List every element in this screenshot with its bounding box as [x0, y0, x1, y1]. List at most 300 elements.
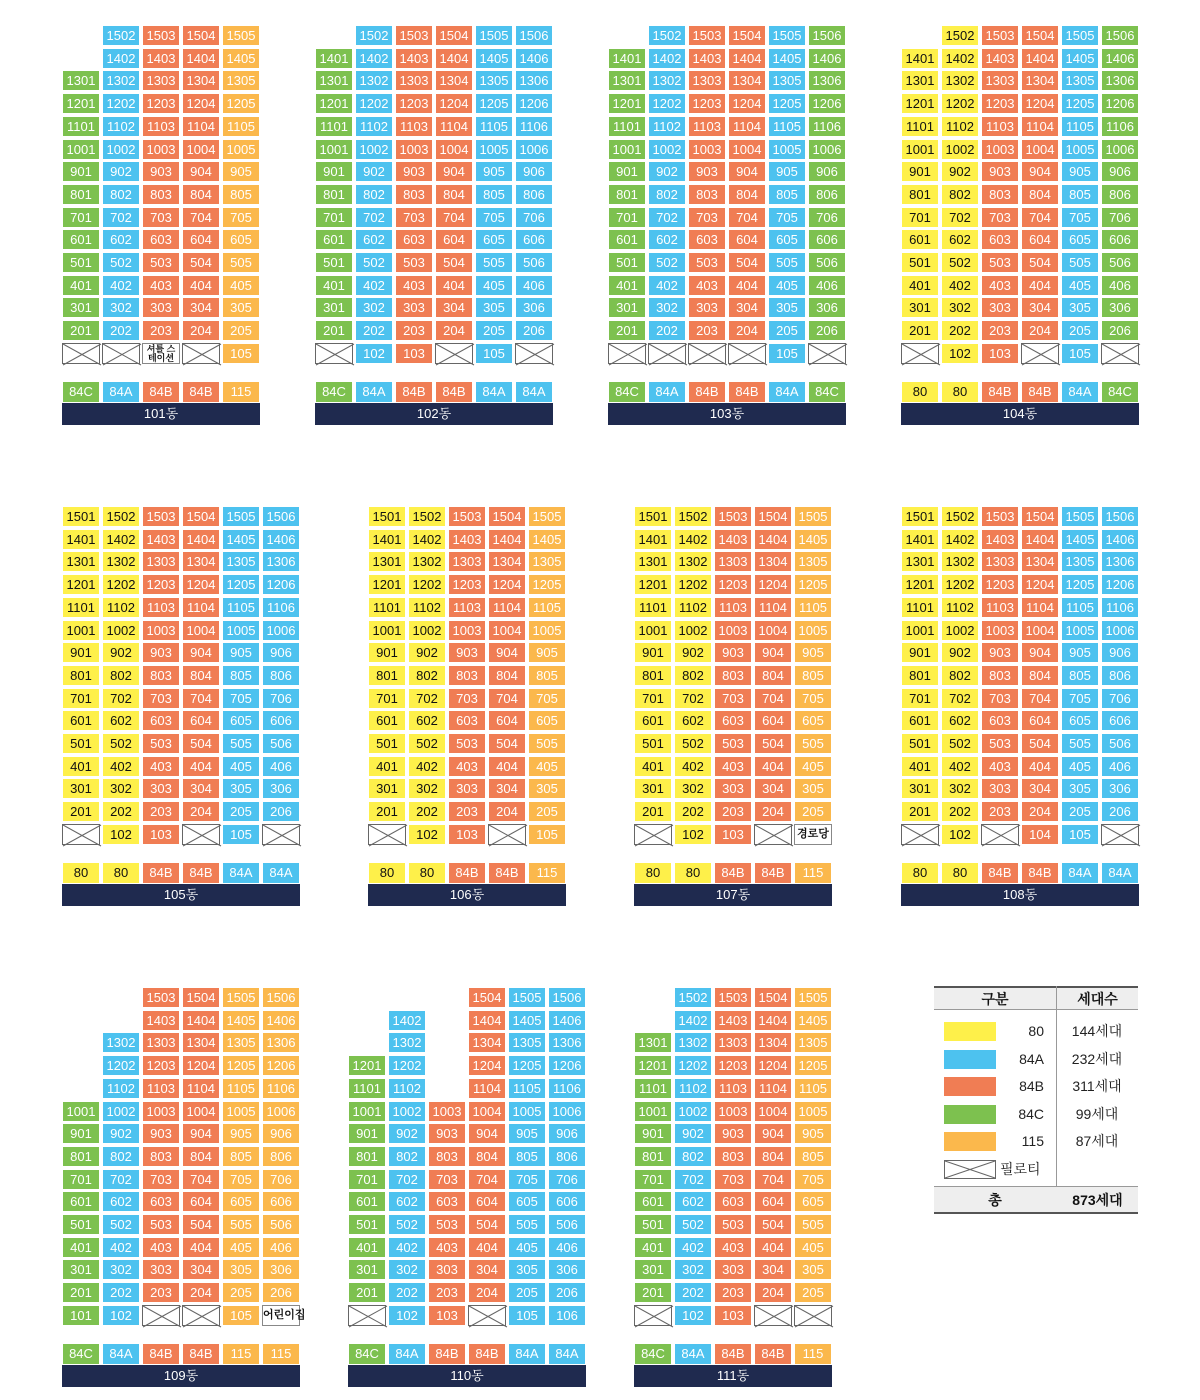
unit-cell: 1406	[515, 48, 553, 69]
unit-cell: 1502	[408, 506, 446, 527]
unit-cell: 1106	[548, 1078, 586, 1099]
unit-type-label: 80	[941, 862, 979, 884]
unit-cell: 905	[794, 642, 832, 663]
unit-cell: 401	[901, 756, 939, 777]
piloti-cross-icon	[689, 344, 727, 365]
color-swatch	[944, 1077, 996, 1096]
unit-cell: 1504	[754, 987, 792, 1008]
unit-cell: 706	[262, 1169, 300, 1190]
unit-cell: 1003	[142, 620, 180, 641]
unit-cell: 304	[728, 297, 766, 318]
unit-cell: 1202	[941, 93, 979, 114]
unit-cell: 1506	[1101, 25, 1139, 46]
unit-cell: 904	[182, 1123, 220, 1144]
unit-cell: 901	[62, 642, 100, 663]
unit-cell: 205	[508, 1282, 546, 1303]
unit-cell: 1005	[222, 1101, 260, 1122]
unit-cell: 1502	[648, 25, 686, 46]
unit-cell: 403	[142, 1237, 180, 1258]
unit-cell: 506	[262, 1214, 300, 1235]
unit-type-label: 80	[368, 862, 406, 884]
unit-cell: 802	[941, 665, 979, 686]
unit-cell: 1403	[142, 48, 180, 69]
unit-cell: 601	[348, 1191, 386, 1212]
unit-cell: 205	[1061, 320, 1099, 341]
unit-cell: 1103	[714, 597, 752, 618]
unit-cell: 705	[508, 1169, 546, 1190]
unit-cell: 1004	[488, 620, 526, 641]
unit-cell: 202	[674, 801, 712, 822]
unit-cell: 601	[62, 229, 100, 250]
unit-cell: 401	[901, 275, 939, 296]
unit-cell: 801	[634, 665, 672, 686]
unit-cell: 1505	[508, 987, 546, 1008]
unit-cell: 1302	[102, 70, 140, 91]
piloti-cross-icon	[369, 825, 407, 846]
unit-cell: 602	[102, 1191, 140, 1212]
piloti-cell	[262, 824, 300, 845]
unit-cell: 502	[941, 252, 979, 273]
unit-cell: 1106	[262, 1078, 300, 1099]
unit-cell: 1402	[408, 529, 446, 550]
unit-cell: 501	[901, 733, 939, 754]
unit-cell: 303	[142, 1259, 180, 1280]
unit-cell: 1405	[768, 48, 806, 69]
unit-cell: 1004	[435, 139, 473, 160]
unit-cell: 805	[794, 1146, 832, 1167]
unit-cell: 301	[901, 778, 939, 799]
unit-cell: 601	[901, 710, 939, 731]
unit-cell: 1204	[754, 1055, 792, 1076]
unit-cell: 405	[794, 756, 832, 777]
unit-cell: 604	[182, 1191, 220, 1212]
unit-cell: 902	[102, 642, 140, 663]
unit-cell: 702	[102, 1169, 140, 1190]
unit-cell: 203	[714, 801, 752, 822]
unit-cell: 501	[634, 733, 672, 754]
unit-cell: 704	[435, 207, 473, 228]
unit-cell: 302	[355, 297, 393, 318]
unit-cell: 1406	[262, 529, 300, 550]
unit-cell: 401	[315, 275, 353, 296]
unit-cell: 301	[634, 778, 672, 799]
unit-cell: 803	[448, 665, 486, 686]
unit-cell: 1202	[674, 574, 712, 595]
unit-cell: 405	[508, 1237, 546, 1258]
unit-type-label: 84B	[728, 381, 766, 403]
unit-cell: 406	[1101, 756, 1139, 777]
unit-cell: 301	[62, 1259, 100, 1280]
unit-cell: 905	[1061, 642, 1099, 663]
unit-cell: 705	[475, 207, 513, 228]
unit-cell: 305	[794, 1259, 832, 1280]
unit-cell: 803	[428, 1146, 466, 1167]
unit-cell: 1001	[315, 139, 353, 160]
piloti-cross-icon	[316, 344, 354, 365]
unit-cell: 706	[515, 207, 553, 228]
unit-cell: 602	[102, 229, 140, 250]
unit-cell: 105	[222, 343, 260, 364]
unit-cell: 1203	[714, 1055, 752, 1076]
unit-cell: 1502	[355, 25, 393, 46]
unit-type-label: 80	[674, 862, 712, 884]
unit-cell: 904	[754, 1123, 792, 1144]
unit-cell: 1305	[794, 1032, 832, 1053]
unit-cell: 805	[1061, 184, 1099, 205]
unit-cell: 1204	[1021, 93, 1059, 114]
unit-cell: 1002	[408, 620, 446, 641]
unit-cell: 404	[182, 275, 220, 296]
unit-cell: 1302	[102, 551, 140, 572]
unit-cell: 1301	[634, 551, 672, 572]
unit-cell: 1205	[222, 574, 260, 595]
unit-cell: 1106	[1101, 597, 1139, 618]
unit-cell: 504	[182, 252, 220, 273]
unit-cell: 506	[515, 252, 553, 273]
unit-cell: 1402	[102, 48, 140, 69]
unit-cell: 1304	[728, 70, 766, 91]
unit-cell: 904	[182, 161, 220, 182]
unit-cell: 306	[262, 778, 300, 799]
unit-cell: 502	[674, 733, 712, 754]
unit-cell: 1104	[1021, 597, 1059, 618]
piloti-cross-icon	[795, 1306, 833, 1327]
unit-cell: 203	[448, 801, 486, 822]
unit-cell: 1505	[222, 506, 260, 527]
unit-cell: 603	[981, 229, 1019, 250]
unit-cell: 303	[981, 778, 1019, 799]
unit-cell: 802	[408, 665, 446, 686]
unit-cell: 206	[262, 1282, 300, 1303]
unit-cell: 501	[634, 1214, 672, 1235]
unit-cell: 1404	[435, 48, 473, 69]
unit-cell: 1205	[768, 93, 806, 114]
unit-cell: 401	[634, 1237, 672, 1258]
building-name: 102동	[315, 403, 553, 425]
unit-cell: 205	[794, 801, 832, 822]
legend-unit-count: 87세대	[1075, 1133, 1119, 1149]
unit-cell: 1006	[1101, 620, 1139, 641]
unit-cell: 1001	[901, 139, 939, 160]
unit-cell: 806	[262, 1146, 300, 1167]
unit-cell: 801	[62, 184, 100, 205]
unit-type-label: 84B	[395, 381, 433, 403]
unit-cell: 701	[634, 1169, 672, 1190]
unit-cell: 1102	[941, 597, 979, 618]
unit-cell: 702	[408, 688, 446, 709]
unit-cell: 601	[368, 710, 406, 731]
unit-cell: 1203	[981, 93, 1019, 114]
unit-cell: 1104	[182, 597, 220, 618]
unit-cell: 503	[395, 252, 433, 273]
unit-cell: 303	[142, 778, 180, 799]
unit-cell: 406	[262, 1237, 300, 1258]
unit-cell: 505	[222, 252, 260, 273]
unit-cell: 1405	[508, 1010, 546, 1031]
unit-cell: 606	[548, 1191, 586, 1212]
unit-cell: 604	[468, 1191, 506, 1212]
unit-cell: 304	[1021, 297, 1059, 318]
unit-cell: 1406	[548, 1010, 586, 1031]
unit-cell: 701	[901, 207, 939, 228]
unit-cell: 1006	[262, 1101, 300, 1122]
unit-cell: 606	[262, 1191, 300, 1212]
unit-cell: 1401	[901, 529, 939, 550]
unit-cell: 1505	[1061, 25, 1099, 46]
unit-cell: 404	[754, 1237, 792, 1258]
unit-cell: 201	[608, 320, 646, 341]
unit-cell: 704	[754, 1169, 792, 1190]
unit-cell: 1102	[102, 597, 140, 618]
unit-cell: 1302	[648, 70, 686, 91]
unit-cell: 204	[754, 801, 792, 822]
unit-cell: 601	[315, 229, 353, 250]
unit-cell: 1503	[142, 987, 180, 1008]
unit-cell: 506	[1101, 733, 1139, 754]
unit-cell: 1201	[634, 1055, 672, 1076]
unit-cell: 801	[901, 184, 939, 205]
unit-cell: 1203	[688, 93, 726, 114]
unit-cell: 103	[395, 343, 433, 364]
unit-cell: 1503	[142, 506, 180, 527]
unit-cell: 804	[1021, 184, 1059, 205]
facility-cell: 셔틀 스테이션	[142, 343, 180, 364]
unit-cell: 1203	[142, 1055, 180, 1076]
unit-cell: 904	[1021, 161, 1059, 182]
unit-cell: 1405	[794, 529, 832, 550]
unit-cell: 1305	[1061, 70, 1099, 91]
unit-cell: 906	[548, 1123, 586, 1144]
legend-unit-count: 232세대	[1071, 1050, 1123, 1067]
unit-cell: 906	[262, 642, 300, 663]
unit-cell: 1504	[754, 506, 792, 527]
piloti-cross-icon	[63, 825, 101, 846]
unit-cell: 706	[1101, 688, 1139, 709]
unit-cell: 304	[468, 1259, 506, 1280]
unit-cell: 604	[488, 710, 526, 731]
unit-cell: 203	[981, 320, 1019, 341]
unit-cell: 1104	[754, 597, 792, 618]
unit-cell: 803	[981, 184, 1019, 205]
unit-cell: 501	[901, 252, 939, 273]
unit-cell: 1305	[222, 551, 260, 572]
unit-cell: 1301	[62, 551, 100, 572]
unit-cell: 801	[634, 1146, 672, 1167]
unit-cell: 1306	[1101, 70, 1139, 91]
unit-type-label: 115	[222, 381, 260, 403]
unit-cell: 1001	[901, 620, 939, 641]
unit-cell: 1201	[62, 93, 100, 114]
unit-cell: 1203	[714, 574, 752, 595]
unit-cell: 1501	[901, 506, 939, 527]
unit-cell: 1401	[62, 529, 100, 550]
piloti-cross-icon	[183, 825, 221, 846]
unit-cell: 1201	[608, 93, 646, 114]
unit-cell: 903	[142, 161, 180, 182]
unit-cell: 803	[142, 1146, 180, 1167]
unit-cell: 1402	[674, 1010, 712, 1031]
unit-cell: 1102	[388, 1078, 426, 1099]
unit-cell: 1101	[901, 116, 939, 137]
unit-cell: 704	[1021, 688, 1059, 709]
unit-cell: 605	[794, 1191, 832, 1212]
unit-cell: 1201	[62, 574, 100, 595]
unit-cell: 506	[262, 733, 300, 754]
unit-cell: 1402	[941, 529, 979, 550]
unit-type-label: 80	[62, 862, 100, 884]
legend-row	[934, 1018, 1138, 1045]
unit-cell: 903	[688, 161, 726, 182]
unit-cell: 801	[608, 184, 646, 205]
unit-cell: 703	[981, 688, 1019, 709]
unit-cell: 204	[468, 1282, 506, 1303]
unit-cell: 805	[794, 665, 832, 686]
unit-type-label: 84B	[428, 1343, 466, 1365]
unit-cell: 1006	[262, 620, 300, 641]
unit-cell: 601	[62, 1191, 100, 1212]
unit-cell: 103	[981, 343, 1019, 364]
unit-cell: 502	[102, 1214, 140, 1235]
unit-cell: 105	[508, 1305, 546, 1326]
unit-cell: 505	[222, 1214, 260, 1235]
unit-cell: 102	[388, 1305, 426, 1326]
unit-cell: 1506	[262, 987, 300, 1008]
unit-cell: 401	[62, 275, 100, 296]
unit-cell: 705	[222, 688, 260, 709]
unit-cell: 1303	[142, 1032, 180, 1053]
unit-type-label: 84B	[1021, 862, 1059, 884]
unit-cell: 505	[1061, 733, 1099, 754]
unit-cell: 703	[714, 688, 752, 709]
unit-cell: 505	[508, 1214, 546, 1235]
unit-cell: 901	[634, 642, 672, 663]
unit-cell: 604	[754, 1191, 792, 1212]
unit-cell: 605	[222, 710, 260, 731]
unit-cell: 801	[62, 665, 100, 686]
building-name: 106동	[368, 884, 566, 906]
unit-cell: 802	[674, 665, 712, 686]
unit-cell: 1201	[901, 93, 939, 114]
unit-cell: 1503	[714, 506, 752, 527]
unit-type-label: 84A	[355, 381, 393, 403]
unit-cell: 901	[62, 1123, 100, 1144]
piloti-cell	[62, 824, 100, 845]
unit-cell: 1104	[468, 1078, 506, 1099]
unit-cell: 1502	[674, 987, 712, 1008]
piloti-cross-icon	[63, 344, 101, 365]
unit-cell: 704	[182, 207, 220, 228]
unit-type-label: 115	[262, 1343, 300, 1365]
unit-cell: 206	[1101, 801, 1139, 822]
unit-cell: 1405	[528, 529, 566, 550]
unit-cell: 503	[142, 733, 180, 754]
unit-type-label: 84B	[142, 1343, 180, 1365]
unit-cell: 702	[648, 207, 686, 228]
unit-cell: 1306	[1101, 551, 1139, 572]
unit-cell: 703	[981, 207, 1019, 228]
unit-cell: 1105	[1061, 116, 1099, 137]
piloti-cell	[515, 343, 553, 364]
unit-cell: 1506	[515, 25, 553, 46]
unit-cell: 1505	[794, 506, 832, 527]
unit-cell: 1203	[142, 93, 180, 114]
unit-cell: 1206	[808, 93, 846, 114]
unit-cell: 1202	[102, 574, 140, 595]
unit-cell: 1101	[901, 597, 939, 618]
unit-cell: 704	[1021, 207, 1059, 228]
unit-cell: 1402	[674, 529, 712, 550]
piloti-cell	[634, 1305, 672, 1326]
unit-cell: 1503	[448, 506, 486, 527]
legend-unit-count: 99세대	[1075, 1105, 1119, 1122]
unit-cell: 1401	[634, 529, 672, 550]
piloti-cross-icon	[982, 825, 1020, 846]
unit-cell: 204	[182, 1282, 220, 1303]
unit-cell: 805	[768, 184, 806, 205]
unit-cell: 1504	[728, 25, 766, 46]
unit-cell: 905	[794, 1123, 832, 1144]
unit-cell: 504	[1021, 252, 1059, 273]
unit-type-label: 84A	[222, 862, 260, 884]
unit-cell: 503	[981, 733, 1019, 754]
unit-cell: 1305	[794, 551, 832, 572]
unit-cell: 1303	[142, 551, 180, 572]
unit-cell: 603	[688, 229, 726, 250]
unit-cell: 705	[768, 207, 806, 228]
unit-cell: 201	[901, 320, 939, 341]
unit-cell: 403	[688, 275, 726, 296]
unit-cell: 804	[468, 1146, 506, 1167]
unit-cell: 702	[102, 688, 140, 709]
unit-cell: 701	[62, 207, 100, 228]
unit-cell: 1105	[222, 1078, 260, 1099]
unit-cell: 1205	[475, 93, 513, 114]
legend-header-type: 구분	[981, 991, 1009, 1007]
unit-cell: 902	[674, 1123, 712, 1144]
unit-cell: 305	[508, 1259, 546, 1280]
unit-cell: 805	[222, 1146, 260, 1167]
unit-cell: 701	[348, 1169, 386, 1190]
unit-cell: 204	[728, 320, 766, 341]
unit-cell: 1003	[395, 139, 433, 160]
unit-cell: 904	[182, 642, 220, 663]
unit-cell: 903	[428, 1123, 466, 1144]
unit-cell: 1004	[1021, 620, 1059, 641]
unit-cell: 304	[182, 1259, 220, 1280]
unit-cell: 403	[428, 1237, 466, 1258]
piloti-cell	[754, 824, 792, 845]
unit-cell: 405	[794, 1237, 832, 1258]
unit-cell: 604	[728, 229, 766, 250]
piloti-cross-icon	[755, 1306, 793, 1327]
unit-cell: 305	[222, 1259, 260, 1280]
unit-cell: 1005	[794, 620, 832, 641]
unit-cell: 1503	[981, 25, 1019, 46]
unit-cell: 304	[182, 297, 220, 318]
unit-type-label: 84B	[714, 862, 752, 884]
unit-cell: 704	[182, 1169, 220, 1190]
unit-cell: 305	[1061, 297, 1099, 318]
unit-type-label: 84B	[448, 862, 486, 884]
unit-cell: 1106	[262, 597, 300, 618]
unit-cell: 1003	[714, 620, 752, 641]
unit-cell: 802	[388, 1146, 426, 1167]
unit-cell: 1002	[102, 139, 140, 160]
unit-cell: 905	[475, 161, 513, 182]
unit-cell: 1006	[548, 1101, 586, 1122]
unit-cell: 1002	[388, 1101, 426, 1122]
unit-cell: 704	[754, 688, 792, 709]
